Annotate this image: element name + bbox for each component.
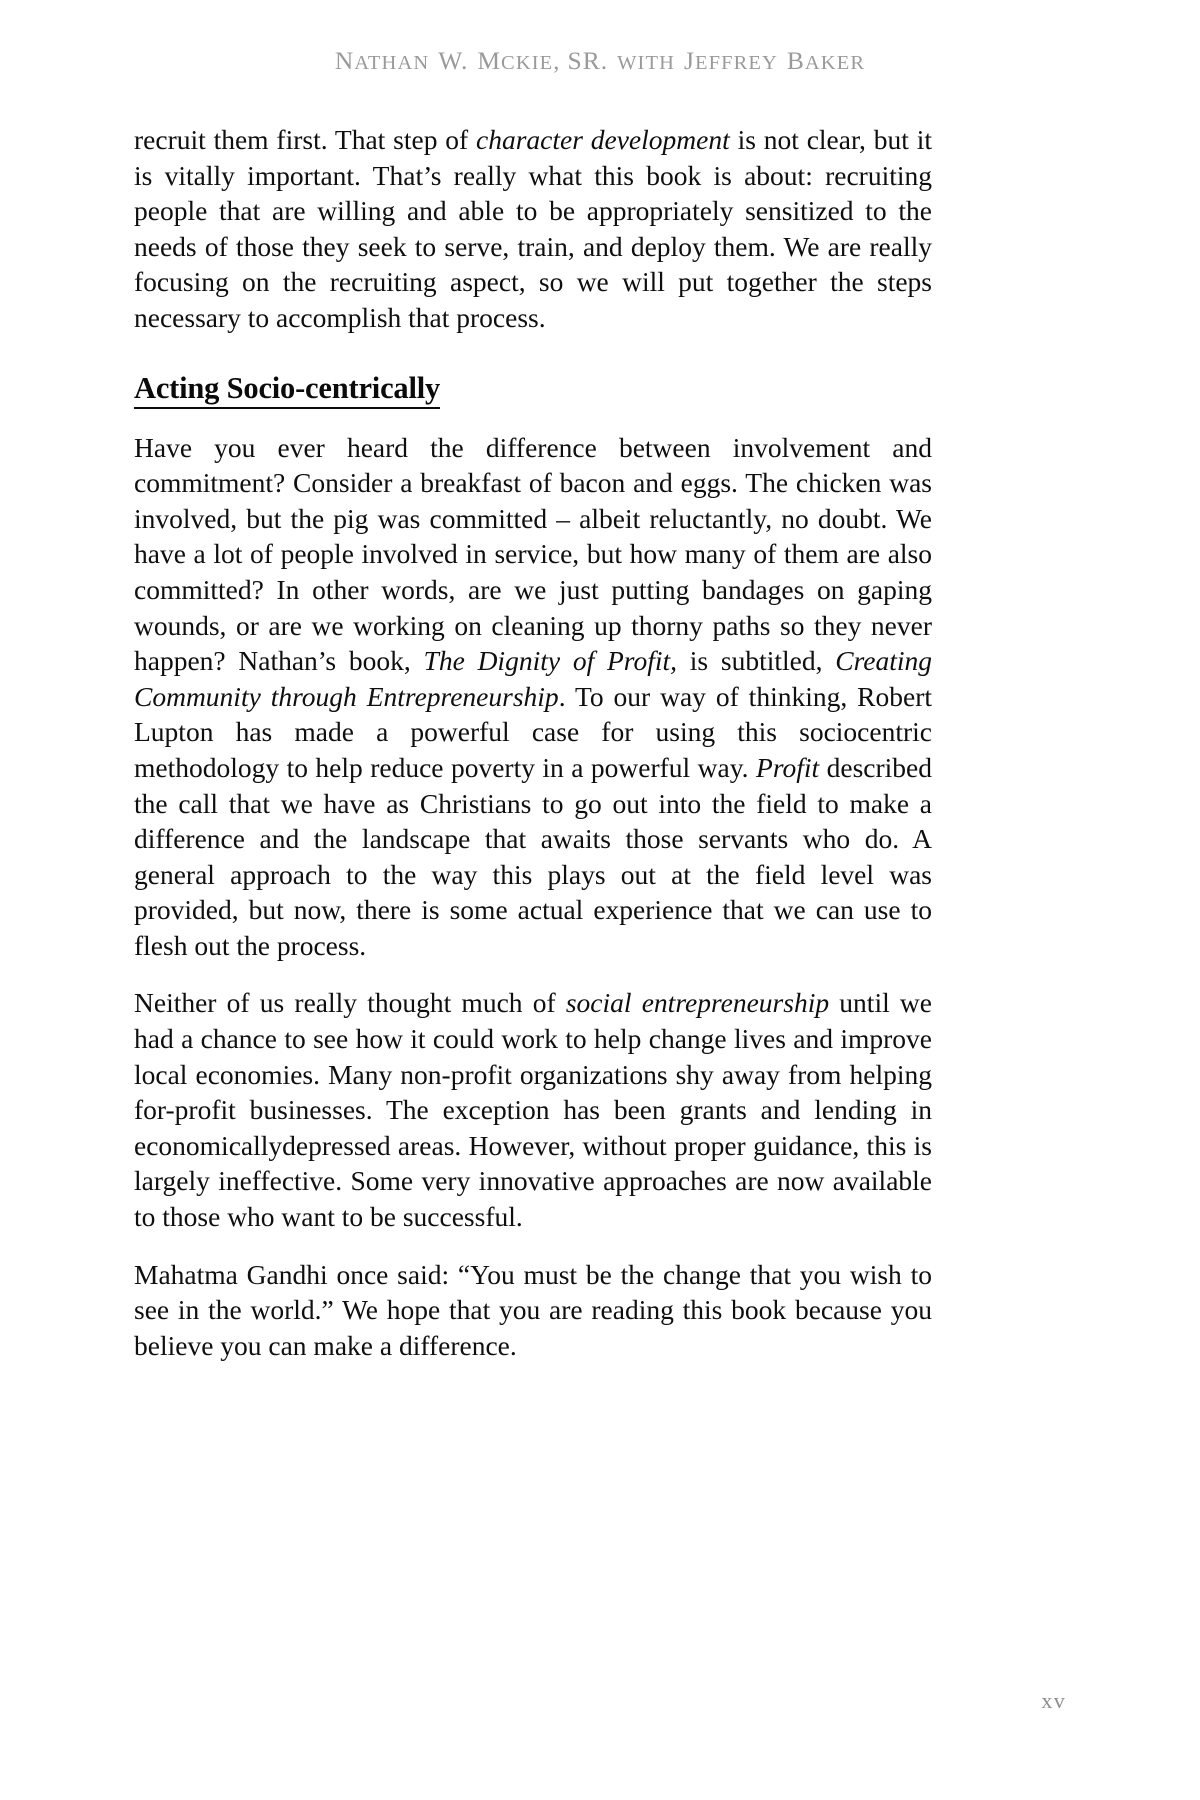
emphasis-book-title: The Dignity of Profit,	[423, 645, 677, 677]
running-header-author-initial-cap: N	[334, 46, 355, 75]
paragraph-3	[134, 985, 932, 1234]
running-header-coauthor-surname-cap: B	[786, 46, 805, 75]
paragraph-2-text-d: described the call that we have as Christians to go out into the field to make a difference and the landscape that awaits those servants who do. A general approach to the way this plays out at the field level was provided, but now, there is some actual experience that we can use to flesh out the process.	[134, 751, 932, 961]
paragraph-4-text: Mahatma Gandhi once said: “You must be the change that you wish to see in the world.” We hope that you are reading this book because you believe you can make a difference.	[134, 1258, 932, 1361]
section-heading-text: Acting Socio-centrically	[134, 371, 440, 409]
paragraph-2	[134, 430, 932, 964]
running-header-coauthor-cap: J	[684, 46, 695, 75]
paragraph-1-text-a: recruit them first. That step of	[134, 124, 477, 155]
paragraph-continued	[134, 122, 932, 336]
section-heading	[134, 370, 932, 406]
page-number: xv	[1041, 1688, 1066, 1713]
running-header-surname-cap: M	[477, 46, 502, 75]
paragraph-2-text-b: is subtitled,	[677, 645, 836, 677]
running-header-author-name: ATHAN	[354, 52, 430, 74]
running-header-suffix: SR.	[567, 46, 609, 75]
running-header-comma: ,	[553, 48, 568, 75]
emphasis-social-entrepreneurship: social entrepreneurship	[565, 987, 830, 1019]
emphasis-character-development: character development	[476, 124, 730, 155]
running-header-coauthor-first: EFFREY	[694, 52, 778, 74]
running-header-connector: WITH	[617, 52, 676, 74]
emphasis-profit: Profit	[756, 751, 820, 783]
running-header	[0, 46, 1200, 76]
paragraph-1-text-b: is not clear, but it is vitally important. That’s really what this book is about: recruiting people that are willing and able to be appropriately sensitized to the needs of those they seek to serve, train, and deploy them. We are really focusing on the recruiting aspect, so we will put together the steps necessary to accomplish that process.	[134, 124, 932, 333]
paragraph-3-text-a: Neither of us really thought much of	[134, 987, 566, 1019]
text-block	[134, 122, 932, 1363]
paragraph-2-text-c: . To our way of thinking, Robert Lupton has made a powerful case for using this sociocentric methodology to help reduce poverty in a powerful way.	[134, 680, 932, 783]
paragraph-3-text-b: until we had a chance to see how it could work to help change lives and improve local economies. Many non-profit organizations shy away from helping for-profit businesses. The exception has been grants and lending in economicallydepressed areas. However, without proper guidance, this is largely ineffective. Some very innovative approaches are now available to those who want to be successful.	[134, 987, 932, 1233]
emphasis-book-subtitle: Creating Community through Entrepreneurship	[134, 645, 932, 712]
running-header-surname: CKIE	[501, 52, 554, 74]
running-header-middle-initial: W.	[438, 46, 469, 75]
paragraph-4	[134, 1257, 932, 1364]
paragraph-2-text-a: Have you ever heard the difference between involvement and commitment? Consider a breakfast of bacon and eggs. The chicken was involved, but the pig was committed – albeit reluctantly, no doubt. We have a lot of people involved in service, but how many of them are also committed? In other words, are we just putting bandages on gaping wounds, or are we working on cleaning up thorny paths so they never happen? Nathan’s book,	[134, 431, 932, 677]
running-header-coauthor-surname: AKER	[804, 52, 866, 74]
